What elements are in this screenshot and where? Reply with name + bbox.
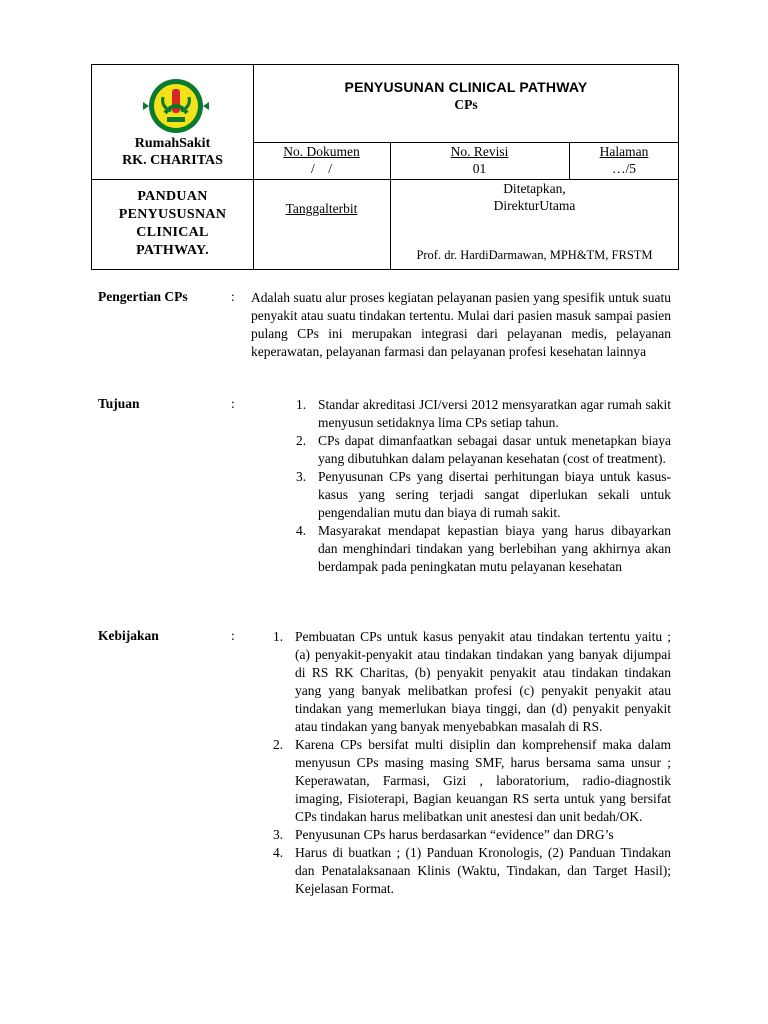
director-name: Prof. dr. HardiDarmawan, MPH&TM, FRSTM [416,248,653,262]
list-text: Penyusunan CPs yang disertai perhitungan biaya untuk kasus-kasus yang sering terjadi sangat diperlukan sekali untuk pengendalian mutu dan biaya di rumah sakit. [318,469,671,520]
list-item [296,468,671,522]
list-text: CPs dapat dimanfaatkan sebagai dasar untuk menetapkan biaya yang dibutuhkan dalam pelayanan kesehatan (cost of treatment). [318,433,671,466]
list-item [273,628,671,736]
list-text: Penyusunan CPs harus berdasarkan “evidence” dan DRG’s [295,827,614,842]
hospital-logo [141,77,211,135]
section-label-definition: Pengertian CPs [98,289,188,304]
section-label-policy: Kebijakan [98,628,159,643]
doc-number-value: / / [310,161,332,176]
hospital-name-line1: RumahSakit [134,136,211,151]
table-divider [253,142,679,143]
section-label-objectives: Tujuan [98,396,140,411]
doc-number-label: No. Dokumen [283,144,360,159]
list-text: Harus di buatkan ; (1) Panduan Kronologis, (2) Panduan Tindakan dan Penatalaksanaan Klinis (Waktu, Tindakan, dan Target Hasil); Kejelasan Format. [295,845,671,896]
list-number: 4. [273,845,284,860]
document-subtitle: CPs [454,97,478,112]
revision-label: No. Revisi [450,144,509,159]
list-item [273,736,671,826]
list-item [296,432,671,468]
guide-title-line: PANDUAN [137,189,208,204]
list-text: Pembuatan CPs untuk kasus penyakit atau tindakan tertentu yaitu ; (a) penyakit-penyakit atau tindakan tindakan yang banyak dijumpai di RS RK Charitas, (b) penyakit penyakit atau tindakan tindakan yang yang banyak melibatkan profesi (c) penyakit penyakit atau tindakan yang memerlukan biaya tinggi, dan (d) penyakit penyakit atau tindakan yang banyak menyebabkan masalah di RS. [295,629,671,734]
objectives-list [296,396,671,576]
page-value: …/5 [611,161,636,176]
approval-block [390,180,679,214]
list-number: 1. [296,397,307,412]
policy-list [273,628,671,898]
list-item [296,396,671,432]
list-number: 3. [296,469,307,484]
guide-title-line: CLINICAL [136,225,209,240]
list-item [273,826,671,844]
page-label: Halaman [599,144,649,159]
guide-title-line: PENYUSUSNAN [118,207,227,222]
revision-value: 01 [472,161,487,176]
list-item [273,844,671,898]
guide-title-line: PATHWAY. [136,243,209,258]
document-header-table [91,64,679,270]
section-colon: : [231,289,235,304]
definition-paragraph: Adalah suatu alur proses kegiatan pelayanan pasien yang spesifik untuk suatu penyakit atau suatu tindakan tertentu. Mulai dari pasien masuk sampai pasien pulang CPs ini merupakan integrasi dari pelayanan medis, pelayanan keperawatan, pelayanan farmasi dan pelayanan profesi kesehatan lainnya [251,290,671,359]
list-number: 2. [296,433,307,448]
list-item [296,522,671,576]
approval-line: DirekturUtama [493,198,576,213]
issue-date-label: Tanggalterbit [285,201,358,216]
list-number: 1. [273,629,284,644]
section-colon: : [231,396,235,411]
section-colon: : [231,628,235,643]
hospital-name-line2: RK. CHARITAS [122,153,223,168]
list-text: Karena CPs bersifat multi disiplin dan komprehensif maka dalam menyusun CPs masing masing SMF, harus bersama sama unsur ; Keperawatan, Farmasi, Gizi , laboratorium, radio-diagnostik imaging, Fisioterapi, Bagian keuangan RS serta untuk yang bersifat CPs tindakan harus melibatkan unit anestesi dan unit bedah/OK. [295,737,671,824]
document-title: PENYUSUNAN CLINICAL PATHWAY [344,79,588,95]
list-text: Masyarakat mendapat kepastian biaya yang harus dibayarkan dan menghindari tindakan yang berlebihan yang akhirnya akan berdampak pada peningkatan mutu pelayanan kesehatan [318,523,671,574]
list-number: 3. [273,827,284,842]
approval-line: Ditetapkan, [503,181,566,196]
list-number: 2. [273,737,284,752]
guide-title [92,188,253,260]
list-number: 4. [296,523,307,538]
list-text: Standar akreditasi JCI/versi 2012 mensyaratkan agar rumah sakit menyusun setidaknya lima CPs setiap tahun. [318,397,671,430]
